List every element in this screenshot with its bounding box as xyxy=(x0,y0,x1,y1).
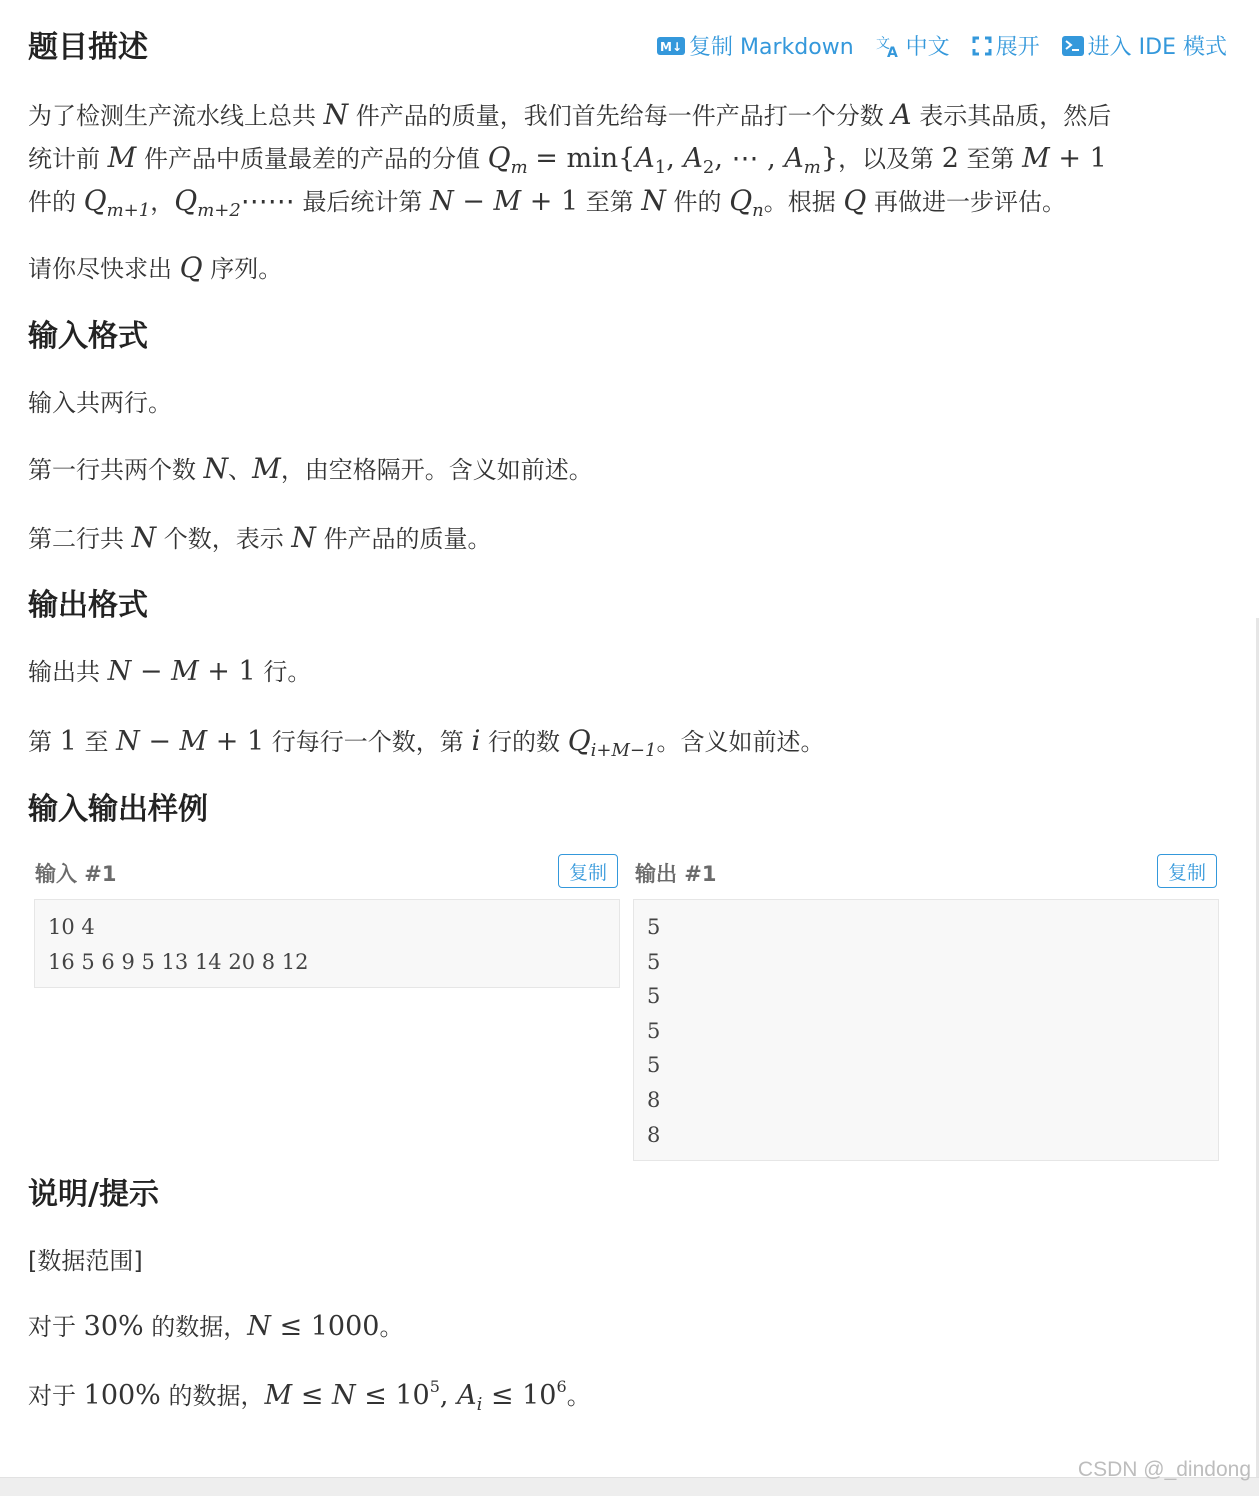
text: 最后统计第 xyxy=(302,188,423,216)
text: 行的数 xyxy=(488,728,561,756)
section-title-description: 题目描述 xyxy=(28,30,148,65)
input-format-line-1: 输入共两行。 xyxy=(28,389,172,417)
text: 序列。 xyxy=(210,255,283,283)
math-Q: Q xyxy=(843,184,867,217)
text: 。根据 xyxy=(763,188,836,216)
terminal-icon xyxy=(1062,36,1084,56)
ide-mode-button[interactable] xyxy=(1062,30,1227,61)
svg-text:M↓: M↓ xyxy=(660,39,683,54)
copy-markdown-label: 复制 Markdown xyxy=(689,35,854,60)
language-label: 中文 xyxy=(905,35,950,60)
input-format-line-2: 第一行共两个数 N、M，由空格隔开。含义如前述。 xyxy=(28,452,593,485)
section-title-output-format: 输出格式 xyxy=(28,588,148,623)
bottom-divider xyxy=(0,1477,1259,1496)
ellipsis: ⋯⋯ xyxy=(240,186,295,217)
text: 。 xyxy=(566,1382,591,1410)
section-title-input-format: 输入格式 xyxy=(28,319,148,354)
markdown-icon xyxy=(657,37,685,55)
text: 对于 xyxy=(28,1382,76,1410)
formula-n-m-1: N − M + 1 xyxy=(430,186,579,217)
text: 第 xyxy=(28,728,52,756)
expand-icon xyxy=(972,36,992,56)
formula-n-m-1: N − M + 1 xyxy=(107,656,256,687)
text: 件产品的质量。 xyxy=(323,525,492,553)
formula-m-plus-1: M + 1 xyxy=(1022,143,1107,174)
text: ，以及第 xyxy=(838,145,935,173)
description-ask xyxy=(28,247,282,290)
text: 的数据， xyxy=(168,1382,265,1410)
text: 表示其品质，然后 xyxy=(919,102,1112,130)
expand-button[interactable] xyxy=(972,30,1040,61)
description-line-1 xyxy=(28,94,1111,137)
sample-output-title: 输出 #1 xyxy=(635,862,717,886)
hint-line-2 xyxy=(28,1375,591,1417)
math-N: N xyxy=(323,98,349,131)
math-N: N xyxy=(291,521,316,554)
text: 。含义如前述。 xyxy=(656,728,825,756)
formula-qm2: $Q_{m+2}$ xyxy=(174,184,241,221)
text: 的数据， xyxy=(151,1313,248,1341)
math-1: 1 xyxy=(59,726,77,757)
translate-icon xyxy=(876,34,902,58)
text: 行。 xyxy=(263,658,312,686)
ide-mode-label: 进入 IDE 模式 xyxy=(1087,35,1227,60)
text: 输出共 xyxy=(28,658,100,686)
text: 至 xyxy=(84,728,109,756)
math-percent: 30% xyxy=(83,1311,144,1342)
math-A: A xyxy=(891,98,912,131)
text: 再做进一步评估。 xyxy=(874,188,1066,216)
svg-text:文: 文 xyxy=(875,35,890,52)
description-line-2 xyxy=(28,137,1107,180)
problem-toolbar xyxy=(657,30,1227,61)
description-line-3: 件的 $Q_{m+1}$，$Q_{m+2}\cdots\cdots$ 最后统计第 N − M + 1 至第 N 件的 $Q_n$。根据 Q 再做进一步评估。 xyxy=(28,184,1066,221)
output-format-line-1 xyxy=(28,651,311,693)
hint-line-1 xyxy=(28,1306,403,1348)
text: 至第 xyxy=(966,145,1015,173)
text: 件的 xyxy=(28,188,76,216)
sample-input-box[interactable]: 10 4 16 5 6 9 5 13 14 20 8 12 xyxy=(34,899,620,988)
text: 第二行共 xyxy=(28,525,124,553)
formula-qm1: $Q_{m+1}$ xyxy=(83,184,151,221)
watermark: CSDN @_dindong xyxy=(1077,1458,1251,1481)
hint-range-label: [数据范围] xyxy=(28,1247,143,1275)
text: 行每行一个数，第 xyxy=(271,728,464,756)
text: 至第 xyxy=(585,188,634,216)
math-N: N xyxy=(131,521,157,554)
text: 为了检测生产流水线上总共 xyxy=(28,102,316,130)
section-title-hint: 说明/提示 xyxy=(28,1177,159,1212)
math-2: 2 xyxy=(941,143,959,174)
svg-text:A: A xyxy=(886,44,898,58)
formula-n-le-1000: N ≤ 1000 xyxy=(247,1311,380,1342)
text: 件的 xyxy=(673,188,722,216)
formula-bounds: $M \le N \le 10^5$, $A_i \le 10^6$ xyxy=(264,1377,567,1415)
formula-n-m-1: N − M + 1 xyxy=(116,726,265,757)
output-format-line-2 xyxy=(28,720,824,763)
text: 第一行共两个数 xyxy=(28,456,196,484)
input-format-line-3 xyxy=(28,517,492,560)
math-i: i xyxy=(471,724,481,757)
math-Q: Q xyxy=(179,251,203,284)
text: ，由空格隔开。含义如前述。 xyxy=(280,456,593,484)
text: 。 xyxy=(379,1313,404,1341)
text: 请你尽快求出 xyxy=(28,255,172,283)
expand-label: 展开 xyxy=(995,35,1040,60)
formula-min: = $\min\{A_1$, $A_2$, ⋯ , $A_m$} xyxy=(535,143,839,178)
text: 件产品中质量最差的产品的分值 xyxy=(143,145,480,173)
formula-qn: $Q_n$ xyxy=(729,184,764,221)
math-percent: 100% xyxy=(83,1380,161,1411)
math-M: M xyxy=(107,141,137,174)
text: 对于 xyxy=(28,1313,76,1341)
text: 统计前 xyxy=(28,145,100,173)
copy-markdown-button[interactable] xyxy=(657,30,854,61)
sample-output-box[interactable]: 5 5 5 5 5 8 8 xyxy=(633,899,1219,1161)
math-N: N xyxy=(641,184,666,217)
formula-q-i-m-1: $Q_{i+M-1}$ xyxy=(567,724,657,761)
sample-input-title: 输入 #1 xyxy=(35,862,117,886)
formula-qm: $Q_m$ xyxy=(487,141,528,178)
math-M: M xyxy=(252,452,281,485)
copy-output-button[interactable]: 复制 xyxy=(1157,854,1217,888)
copy-input-button[interactable]: 复制 xyxy=(558,854,618,888)
formula-n-m: N xyxy=(203,452,229,485)
section-title-samples: 输入输出样例 xyxy=(28,792,208,827)
language-button[interactable] xyxy=(876,30,950,61)
text: 个数，表示 xyxy=(163,525,284,553)
text: 件产品的质量，我们首先给每一件产品打一个分数 xyxy=(355,102,884,130)
